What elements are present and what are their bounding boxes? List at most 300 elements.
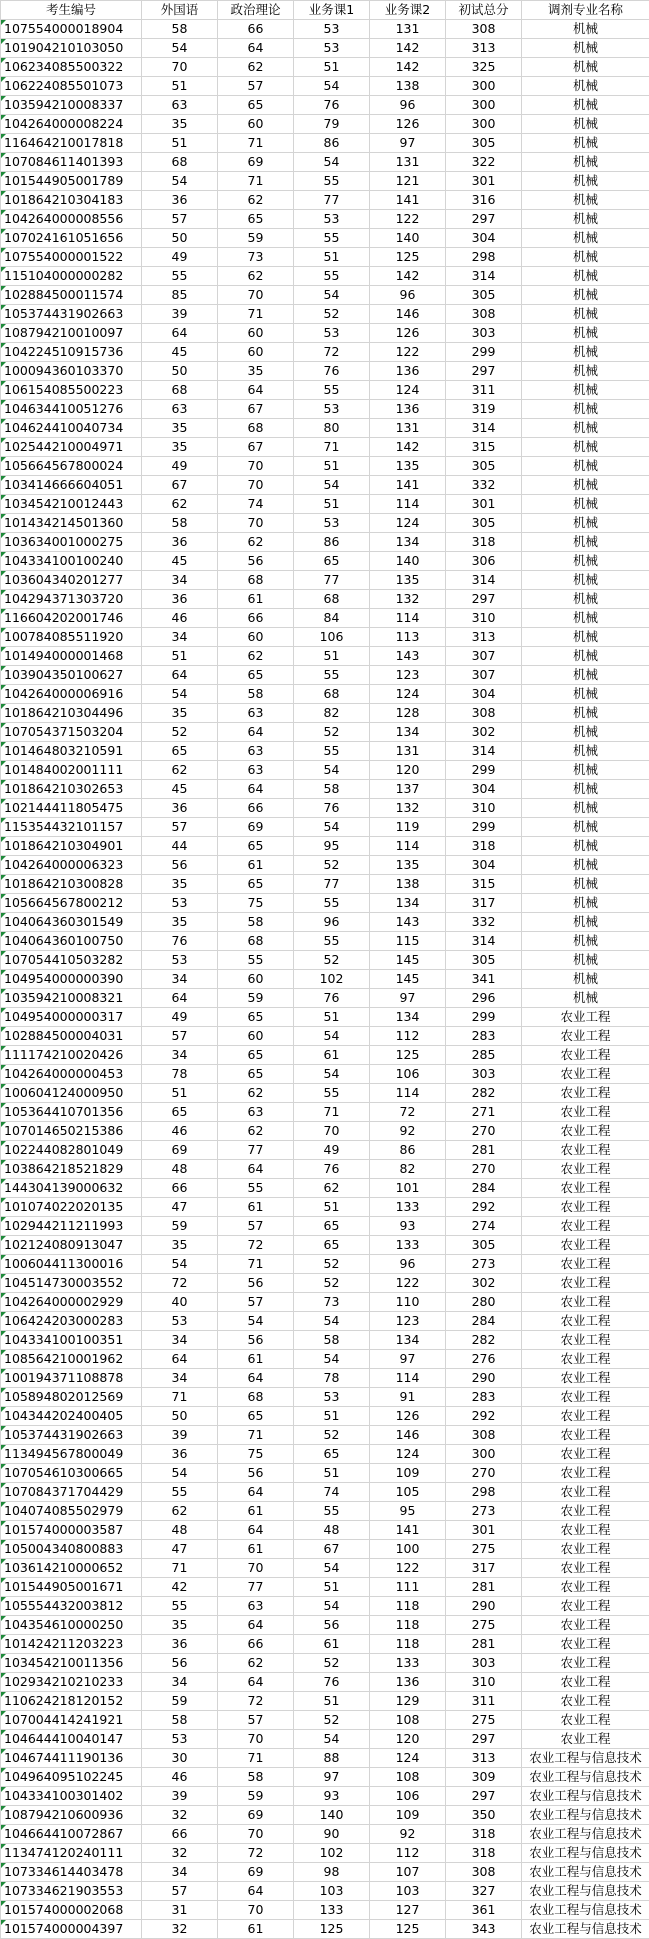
cell-foreign-language[interactable]: 53 <box>142 894 218 913</box>
cell-major[interactable]: 机械 <box>522 58 649 77</box>
cell-total[interactable]: 304 <box>446 685 522 704</box>
cell-politics[interactable]: 65 <box>218 96 294 115</box>
cell-course2[interactable]: 133 <box>370 1236 446 1255</box>
cell-total[interactable]: 303 <box>446 1065 522 1084</box>
cell-major[interactable]: 农业工程 <box>522 1274 649 1293</box>
cell-course1[interactable]: 71 <box>294 1103 370 1122</box>
cell-course2[interactable]: 134 <box>370 1008 446 1027</box>
cell-course2[interactable]: 135 <box>370 571 446 590</box>
cell-course1[interactable]: 73 <box>294 1293 370 1312</box>
cell-course2[interactable]: 114 <box>370 837 446 856</box>
cell-major[interactable]: 农业工程与信息技术 <box>522 1920 649 1939</box>
cell-major[interactable]: 机械 <box>522 172 649 191</box>
cell-total[interactable]: 304 <box>446 780 522 799</box>
cell-politics[interactable]: 70 <box>218 286 294 305</box>
cell-exam-id[interactable]: 113494567800049 <box>1 1445 142 1464</box>
cell-foreign-language[interactable]: 36 <box>142 799 218 818</box>
cell-major[interactable]: 农业工程 <box>522 1046 649 1065</box>
cell-politics[interactable]: 56 <box>218 1274 294 1293</box>
cell-exam-id[interactable]: 107024161051656 <box>1 229 142 248</box>
cell-exam-id[interactable]: 106154085500223 <box>1 381 142 400</box>
cell-course1[interactable]: 55 <box>294 894 370 913</box>
cell-exam-id[interactable]: 101494000001468 <box>1 647 142 666</box>
cell-politics[interactable]: 61 <box>218 856 294 875</box>
cell-major[interactable]: 农业工程 <box>522 1483 649 1502</box>
cell-exam-id[interactable]: 103904350100627 <box>1 666 142 685</box>
cell-course2[interactable]: 127 <box>370 1901 446 1920</box>
cell-exam-id[interactable]: 104264000002929 <box>1 1293 142 1312</box>
cell-course1[interactable]: 51 <box>294 1692 370 1711</box>
cell-exam-id[interactable]: 107054610300665 <box>1 1464 142 1483</box>
cell-major[interactable]: 机械 <box>522 647 649 666</box>
cell-major[interactable]: 农业工程 <box>522 1160 649 1179</box>
cell-foreign-language[interactable]: 56 <box>142 1654 218 1673</box>
cell-course1[interactable]: 65 <box>294 1445 370 1464</box>
cell-foreign-language[interactable]: 57 <box>142 818 218 837</box>
cell-course1[interactable]: 54 <box>294 153 370 172</box>
cell-exam-id[interactable]: 101574000004397 <box>1 1920 142 1939</box>
cell-foreign-language[interactable]: 55 <box>142 1483 218 1502</box>
cell-course1[interactable]: 52 <box>294 723 370 742</box>
cell-exam-id[interactable]: 101864210300828 <box>1 875 142 894</box>
cell-politics[interactable]: 62 <box>218 267 294 286</box>
cell-foreign-language[interactable]: 51 <box>142 1084 218 1103</box>
cell-major[interactable]: 机械 <box>522 229 649 248</box>
cell-exam-id[interactable]: 101544905001671 <box>1 1578 142 1597</box>
cell-course2[interactable]: 135 <box>370 856 446 875</box>
cell-course2[interactable]: 114 <box>370 495 446 514</box>
cell-total[interactable]: 297 <box>446 1787 522 1806</box>
cell-course1[interactable]: 53 <box>294 39 370 58</box>
cell-foreign-language[interactable]: 53 <box>142 1312 218 1331</box>
cell-foreign-language[interactable]: 71 <box>142 1388 218 1407</box>
cell-course1[interactable]: 51 <box>294 647 370 666</box>
cell-major[interactable]: 机械 <box>522 932 649 951</box>
cell-major[interactable]: 农业工程 <box>522 1103 649 1122</box>
cell-course2[interactable]: 124 <box>370 514 446 533</box>
cell-politics[interactable]: 63 <box>218 1597 294 1616</box>
cell-major[interactable]: 农业工程与信息技术 <box>522 1749 649 1768</box>
cell-course2[interactable]: 120 <box>370 1730 446 1749</box>
cell-course2[interactable]: 126 <box>370 1407 446 1426</box>
cell-exam-id[interactable]: 107014650215386 <box>1 1122 142 1141</box>
cell-total[interactable]: 332 <box>446 476 522 495</box>
cell-course2[interactable]: 97 <box>370 989 446 1008</box>
cell-course1[interactable]: 103 <box>294 1882 370 1901</box>
cell-foreign-language[interactable]: 35 <box>142 704 218 723</box>
cell-politics[interactable]: 60 <box>218 115 294 134</box>
cell-politics[interactable]: 61 <box>218 1920 294 1939</box>
cell-foreign-language[interactable]: 70 <box>142 58 218 77</box>
cell-course1[interactable]: 51 <box>294 1464 370 1483</box>
cell-exam-id[interactable]: 110624218120152 <box>1 1692 142 1711</box>
cell-major[interactable]: 机械 <box>522 742 649 761</box>
cell-course2[interactable]: 112 <box>370 1844 446 1863</box>
cell-total[interactable]: 297 <box>446 210 522 229</box>
cell-course2[interactable]: 91 <box>370 1388 446 1407</box>
cell-foreign-language[interactable]: 64 <box>142 989 218 1008</box>
cell-course1[interactable]: 51 <box>294 457 370 476</box>
cell-exam-id[interactable]: 103604340201277 <box>1 571 142 590</box>
cell-politics[interactable]: 63 <box>218 742 294 761</box>
cell-total[interactable]: 314 <box>446 571 522 590</box>
cell-major[interactable]: 机械 <box>522 723 649 742</box>
cell-course1[interactable]: 61 <box>294 1635 370 1654</box>
cell-politics[interactable]: 65 <box>218 875 294 894</box>
cell-course1[interactable]: 53 <box>294 400 370 419</box>
cell-course1[interactable]: 53 <box>294 20 370 39</box>
cell-course2[interactable]: 134 <box>370 533 446 552</box>
cell-politics[interactable]: 66 <box>218 1635 294 1654</box>
cell-course1[interactable]: 88 <box>294 1749 370 1768</box>
cell-foreign-language[interactable]: 34 <box>142 628 218 647</box>
cell-politics[interactable]: 59 <box>218 989 294 1008</box>
cell-major[interactable]: 机械 <box>522 780 649 799</box>
cell-exam-id[interactable]: 104264000000453 <box>1 1065 142 1084</box>
cell-course1[interactable]: 55 <box>294 1502 370 1521</box>
cell-foreign-language[interactable]: 35 <box>142 419 218 438</box>
cell-course2[interactable]: 106 <box>370 1787 446 1806</box>
cell-foreign-language[interactable]: 62 <box>142 761 218 780</box>
cell-total[interactable]: 305 <box>446 286 522 305</box>
cell-major[interactable]: 机械 <box>522 77 649 96</box>
cell-exam-id[interactable]: 101864210304496 <box>1 704 142 723</box>
cell-exam-id[interactable]: 102884500011574 <box>1 286 142 305</box>
cell-politics[interactable]: 67 <box>218 438 294 457</box>
cell-foreign-language[interactable]: 54 <box>142 1255 218 1274</box>
cell-politics[interactable]: 64 <box>218 1882 294 1901</box>
cell-politics[interactable]: 69 <box>218 1806 294 1825</box>
cell-total[interactable]: 284 <box>446 1312 522 1331</box>
cell-politics[interactable]: 61 <box>218 1540 294 1559</box>
cell-course1[interactable]: 76 <box>294 989 370 1008</box>
cell-foreign-language[interactable]: 72 <box>142 1274 218 1293</box>
cell-exam-id[interactable]: 103594210008337 <box>1 96 142 115</box>
cell-major[interactable]: 农业工程 <box>522 1084 649 1103</box>
cell-course2[interactable]: 72 <box>370 1103 446 1122</box>
cell-total[interactable]: 310 <box>446 799 522 818</box>
cell-major[interactable]: 农业工程 <box>522 1027 649 1046</box>
cell-total[interactable]: 318 <box>446 837 522 856</box>
cell-politics[interactable]: 54 <box>218 1312 294 1331</box>
cell-politics[interactable]: 61 <box>218 1198 294 1217</box>
cell-course2[interactable]: 119 <box>370 818 446 837</box>
cell-total[interactable]: 308 <box>446 1426 522 1445</box>
cell-foreign-language[interactable]: 54 <box>142 1464 218 1483</box>
cell-foreign-language[interactable]: 63 <box>142 96 218 115</box>
cell-foreign-language[interactable]: 35 <box>142 1616 218 1635</box>
cell-foreign-language[interactable]: 68 <box>142 381 218 400</box>
cell-major[interactable]: 农业工程 <box>522 1255 649 1274</box>
cell-course1[interactable]: 65 <box>294 1236 370 1255</box>
cell-major[interactable]: 农业工程与信息技术 <box>522 1844 649 1863</box>
cell-foreign-language[interactable]: 34 <box>142 1046 218 1065</box>
cell-course2[interactable]: 133 <box>370 1198 446 1217</box>
cell-course1[interactable]: 86 <box>294 134 370 153</box>
cell-foreign-language[interactable]: 63 <box>142 400 218 419</box>
cell-foreign-language[interactable]: 57 <box>142 1882 218 1901</box>
cell-major[interactable]: 机械 <box>522 20 649 39</box>
cell-foreign-language[interactable]: 45 <box>142 780 218 799</box>
cell-foreign-language[interactable]: 85 <box>142 286 218 305</box>
cell-exam-id[interactable]: 101074022020135 <box>1 1198 142 1217</box>
cell-politics[interactable]: 63 <box>218 704 294 723</box>
cell-politics[interactable]: 65 <box>218 210 294 229</box>
header-foreign-language[interactable]: 外国语 <box>142 1 218 20</box>
cell-politics[interactable]: 62 <box>218 647 294 666</box>
cell-exam-id[interactable]: 107084371704429 <box>1 1483 142 1502</box>
cell-total[interactable]: 308 <box>446 305 522 324</box>
cell-course2[interactable]: 111 <box>370 1578 446 1597</box>
cell-foreign-language[interactable]: 62 <box>142 1502 218 1521</box>
cell-politics[interactable]: 62 <box>218 58 294 77</box>
cell-politics[interactable]: 58 <box>218 913 294 932</box>
cell-politics[interactable]: 64 <box>218 39 294 58</box>
cell-course2[interactable]: 109 <box>370 1806 446 1825</box>
cell-exam-id[interactable]: 101544905001789 <box>1 172 142 191</box>
cell-major[interactable]: 机械 <box>522 799 649 818</box>
cell-course1[interactable]: 77 <box>294 191 370 210</box>
cell-course2[interactable]: 142 <box>370 267 446 286</box>
cell-major[interactable]: 农业工程 <box>522 1369 649 1388</box>
cell-politics[interactable]: 70 <box>218 476 294 495</box>
cell-major[interactable]: 机械 <box>522 381 649 400</box>
cell-total[interactable]: 270 <box>446 1122 522 1141</box>
cell-foreign-language[interactable]: 53 <box>142 951 218 970</box>
cell-foreign-language[interactable]: 64 <box>142 324 218 343</box>
cell-foreign-language[interactable]: 34 <box>142 1673 218 1692</box>
cell-major[interactable]: 机械 <box>522 96 649 115</box>
cell-course2[interactable]: 136 <box>370 1673 446 1692</box>
cell-course1[interactable]: 95 <box>294 837 370 856</box>
cell-politics[interactable]: 64 <box>218 1521 294 1540</box>
cell-course1[interactable]: 54 <box>294 77 370 96</box>
cell-course2[interactable]: 122 <box>370 1274 446 1293</box>
cell-foreign-language[interactable]: 34 <box>142 970 218 989</box>
cell-course2[interactable]: 118 <box>370 1635 446 1654</box>
cell-major[interactable]: 机械 <box>522 134 649 153</box>
cell-exam-id[interactable]: 105374431902663 <box>1 305 142 324</box>
cell-course2[interactable]: 122 <box>370 343 446 362</box>
cell-major[interactable]: 农业工程 <box>522 1521 649 1540</box>
cell-total[interactable]: 308 <box>446 20 522 39</box>
cell-course2[interactable]: 82 <box>370 1160 446 1179</box>
cell-foreign-language[interactable]: 36 <box>142 1635 218 1654</box>
cell-exam-id[interactable]: 102884500004031 <box>1 1027 142 1046</box>
cell-foreign-language[interactable]: 30 <box>142 1749 218 1768</box>
cell-major[interactable]: 农业工程 <box>522 1635 649 1654</box>
cell-foreign-language[interactable]: 59 <box>142 1692 218 1711</box>
cell-course1[interactable]: 48 <box>294 1521 370 1540</box>
cell-major[interactable]: 农业工程 <box>522 1331 649 1350</box>
cell-exam-id[interactable]: 104954000000390 <box>1 970 142 989</box>
cell-total[interactable]: 322 <box>446 153 522 172</box>
cell-foreign-language[interactable]: 40 <box>142 1293 218 1312</box>
cell-exam-id[interactable]: 104264000006323 <box>1 856 142 875</box>
cell-politics[interactable]: 68 <box>218 419 294 438</box>
cell-foreign-language[interactable]: 48 <box>142 1160 218 1179</box>
cell-politics[interactable]: 57 <box>218 77 294 96</box>
cell-foreign-language[interactable]: 49 <box>142 1008 218 1027</box>
cell-foreign-language[interactable]: 35 <box>142 913 218 932</box>
cell-politics[interactable]: 57 <box>218 1217 294 1236</box>
cell-course2[interactable]: 136 <box>370 362 446 381</box>
cell-major[interactable]: 农业工程与信息技术 <box>522 1787 649 1806</box>
cell-total[interactable]: 300 <box>446 1445 522 1464</box>
cell-foreign-language[interactable]: 68 <box>142 153 218 172</box>
cell-exam-id[interactable]: 107334614403478 <box>1 1863 142 1882</box>
cell-course1[interactable]: 58 <box>294 780 370 799</box>
cell-course2[interactable]: 138 <box>370 77 446 96</box>
cell-course2[interactable]: 126 <box>370 324 446 343</box>
cell-course2[interactable]: 96 <box>370 1255 446 1274</box>
cell-course2[interactable]: 146 <box>370 1426 446 1445</box>
cell-politics[interactable]: 64 <box>218 1369 294 1388</box>
cell-major[interactable]: 农业工程 <box>522 1597 649 1616</box>
cell-major[interactable]: 机械 <box>522 894 649 913</box>
cell-politics[interactable]: 60 <box>218 970 294 989</box>
cell-foreign-language[interactable]: 39 <box>142 305 218 324</box>
cell-politics[interactable]: 64 <box>218 723 294 742</box>
cell-course1[interactable]: 54 <box>294 1065 370 1084</box>
cell-politics[interactable]: 70 <box>218 457 294 476</box>
cell-foreign-language[interactable]: 55 <box>142 1597 218 1616</box>
cell-course1[interactable]: 78 <box>294 1369 370 1388</box>
cell-foreign-language[interactable]: 49 <box>142 457 218 476</box>
cell-course1[interactable]: 55 <box>294 381 370 400</box>
cell-course2[interactable]: 97 <box>370 1350 446 1369</box>
cell-total[interactable]: 275 <box>446 1616 522 1635</box>
cell-course2[interactable]: 106 <box>370 1065 446 1084</box>
cell-exam-id[interactable]: 104334100100240 <box>1 552 142 571</box>
cell-course2[interactable]: 141 <box>370 191 446 210</box>
cell-politics[interactable]: 63 <box>218 1103 294 1122</box>
cell-exam-id[interactable]: 107084611401393 <box>1 153 142 172</box>
cell-major[interactable]: 农业工程与信息技术 <box>522 1882 649 1901</box>
cell-foreign-language[interactable]: 48 <box>142 1521 218 1540</box>
cell-major[interactable]: 机械 <box>522 761 649 780</box>
cell-exam-id[interactable]: 105374431902663 <box>1 1426 142 1445</box>
cell-major[interactable]: 农业工程与信息技术 <box>522 1806 649 1825</box>
cell-exam-id[interactable]: 101424211203223 <box>1 1635 142 1654</box>
cell-course2[interactable]: 126 <box>370 115 446 134</box>
cell-total[interactable]: 296 <box>446 989 522 1008</box>
cell-exam-id[interactable]: 104264000006916 <box>1 685 142 704</box>
cell-exam-id[interactable]: 100784085511920 <box>1 628 142 647</box>
cell-total[interactable]: 275 <box>446 1711 522 1730</box>
cell-major[interactable]: 机械 <box>522 818 649 837</box>
cell-exam-id[interactable]: 104074085502979 <box>1 1502 142 1521</box>
cell-politics[interactable]: 77 <box>218 1141 294 1160</box>
cell-course2[interactable]: 113 <box>370 628 446 647</box>
cell-politics[interactable]: 65 <box>218 666 294 685</box>
cell-politics[interactable]: 62 <box>218 1084 294 1103</box>
cell-course1[interactable]: 76 <box>294 362 370 381</box>
cell-course1[interactable]: 58 <box>294 1331 370 1350</box>
cell-exam-id[interactable]: 102934210210233 <box>1 1673 142 1692</box>
cell-course1[interactable]: 51 <box>294 1198 370 1217</box>
cell-politics[interactable]: 64 <box>218 1616 294 1635</box>
cell-course1[interactable]: 54 <box>294 286 370 305</box>
cell-exam-id[interactable]: 106234085500322 <box>1 58 142 77</box>
cell-major[interactable]: 机械 <box>522 324 649 343</box>
cell-politics[interactable]: 58 <box>218 685 294 704</box>
cell-foreign-language[interactable]: 58 <box>142 514 218 533</box>
cell-course1[interactable]: 55 <box>294 932 370 951</box>
cell-course1[interactable]: 52 <box>294 1711 370 1730</box>
cell-total[interactable]: 305 <box>446 1236 522 1255</box>
cell-course2[interactable]: 137 <box>370 780 446 799</box>
cell-total[interactable]: 309 <box>446 1768 522 1787</box>
cell-exam-id[interactable]: 100604124000950 <box>1 1084 142 1103</box>
cell-politics[interactable]: 66 <box>218 20 294 39</box>
cell-politics[interactable]: 68 <box>218 932 294 951</box>
cell-foreign-language[interactable]: 50 <box>142 229 218 248</box>
cell-total[interactable]: 325 <box>446 58 522 77</box>
cell-major[interactable]: 农业工程 <box>522 1616 649 1635</box>
cell-exam-id[interactable]: 104334100100351 <box>1 1331 142 1350</box>
cell-total[interactable]: 311 <box>446 381 522 400</box>
cell-foreign-language[interactable]: 76 <box>142 932 218 951</box>
cell-politics[interactable]: 69 <box>218 1863 294 1882</box>
cell-course2[interactable]: 118 <box>370 1597 446 1616</box>
cell-politics[interactable]: 77 <box>218 1578 294 1597</box>
cell-major[interactable]: 机械 <box>522 286 649 305</box>
cell-course1[interactable]: 54 <box>294 1730 370 1749</box>
cell-major[interactable]: 农业工程 <box>522 1559 649 1578</box>
cell-exam-id[interactable]: 115354432101157 <box>1 818 142 837</box>
cell-foreign-language[interactable]: 42 <box>142 1578 218 1597</box>
cell-politics[interactable]: 64 <box>218 1160 294 1179</box>
cell-total[interactable]: 292 <box>446 1407 522 1426</box>
cell-exam-id[interactable]: 100604411300016 <box>1 1255 142 1274</box>
header-course1[interactable]: 业务课1 <box>294 1 370 20</box>
cell-foreign-language[interactable]: 32 <box>142 1920 218 1939</box>
cell-politics[interactable]: 58 <box>218 1768 294 1787</box>
cell-course1[interactable]: 54 <box>294 476 370 495</box>
cell-course1[interactable]: 90 <box>294 1825 370 1844</box>
cell-course2[interactable]: 131 <box>370 153 446 172</box>
cell-total[interactable]: 314 <box>446 267 522 286</box>
cell-major[interactable]: 机械 <box>522 666 649 685</box>
cell-course2[interactable]: 123 <box>370 666 446 685</box>
cell-course1[interactable]: 53 <box>294 210 370 229</box>
cell-major[interactable]: 机械 <box>522 951 649 970</box>
cell-foreign-language[interactable]: 39 <box>142 1787 218 1806</box>
cell-course1[interactable]: 52 <box>294 305 370 324</box>
cell-major[interactable]: 农业工程 <box>522 1293 649 1312</box>
cell-exam-id[interactable]: 102944211211993 <box>1 1217 142 1236</box>
cell-course1[interactable]: 76 <box>294 96 370 115</box>
cell-total[interactable]: 306 <box>446 552 522 571</box>
cell-major[interactable]: 机械 <box>522 438 649 457</box>
cell-major[interactable]: 农业工程 <box>522 1198 649 1217</box>
cell-major[interactable]: 农业工程 <box>522 1407 649 1426</box>
cell-major[interactable]: 机械 <box>522 590 649 609</box>
cell-total[interactable]: 315 <box>446 438 522 457</box>
cell-politics[interactable]: 71 <box>218 1426 294 1445</box>
cell-total[interactable]: 302 <box>446 1274 522 1293</box>
cell-exam-id[interactable]: 100194371108878 <box>1 1369 142 1388</box>
cell-total[interactable]: 305 <box>446 457 522 476</box>
cell-total[interactable]: 315 <box>446 875 522 894</box>
cell-course1[interactable]: 68 <box>294 590 370 609</box>
cell-total[interactable]: 318 <box>446 1844 522 1863</box>
cell-course1[interactable]: 106 <box>294 628 370 647</box>
cell-course2[interactable]: 136 <box>370 400 446 419</box>
cell-course1[interactable]: 54 <box>294 1350 370 1369</box>
cell-exam-id[interactable]: 104224510915736 <box>1 343 142 362</box>
